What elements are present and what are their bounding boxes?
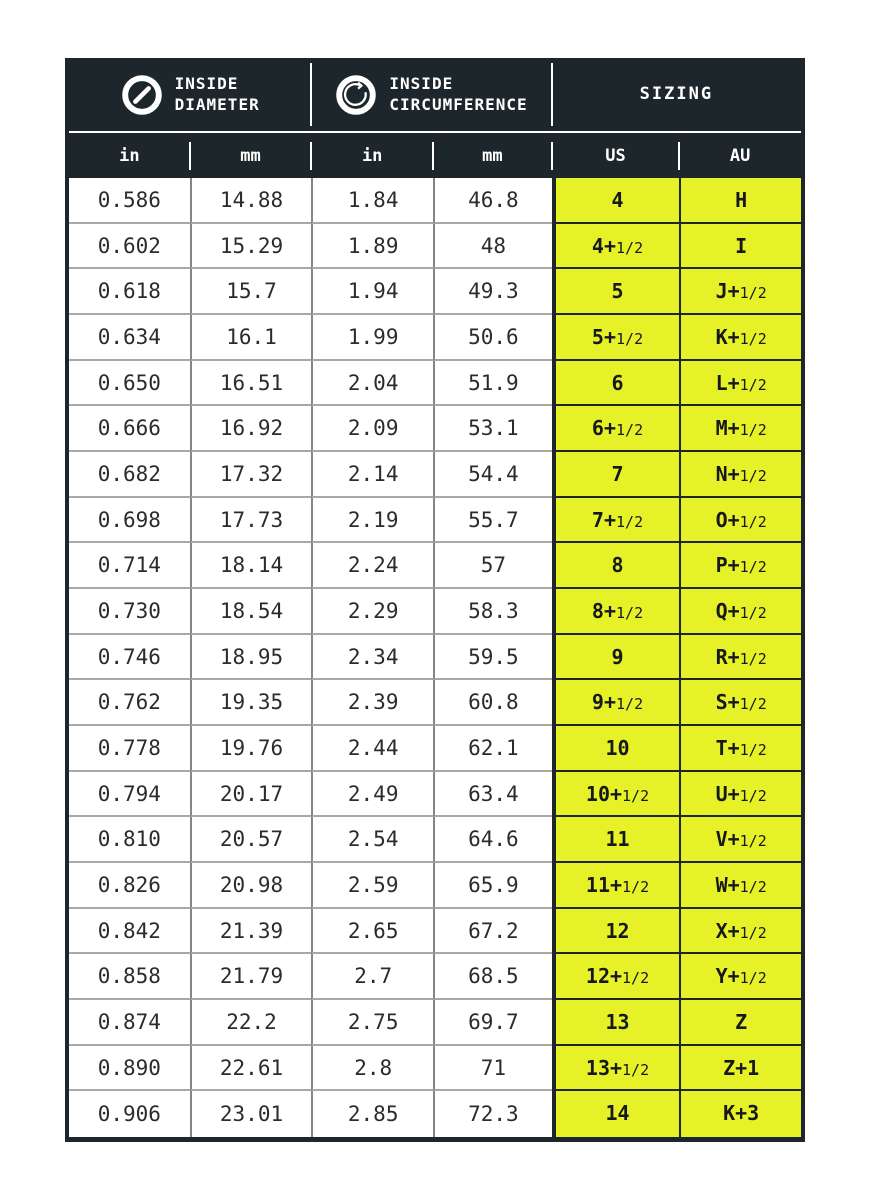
table-row [69,543,801,589]
cell-diameter-in: 0.634 [69,315,190,361]
cell-au-size: X+ 1/2 [679,909,801,955]
cell-circumference-mm: 57 [433,543,552,589]
cell-diameter-in: 0.682 [69,452,190,498]
table-body [69,178,801,1137]
table-row [69,498,801,544]
cell-diameter-mm: 20.17 [190,772,312,818]
table-row [69,635,801,681]
unit-us: US [552,133,680,178]
cell-au-size: K+3 [679,1091,801,1137]
table-row [69,315,801,361]
diameter-icon [121,74,163,116]
cell-diameter-in: 0.826 [69,863,190,909]
cell-diameter-in: 0.890 [69,1046,190,1092]
cell-us-size: 7+ 1/2 [552,498,680,544]
cell-circumference-in: 1.94 [311,269,433,315]
cell-au-size: N+ 1/2 [679,452,801,498]
cell-circumference-mm: 69.7 [433,1000,552,1046]
cell-diameter-in: 0.794 [69,772,190,818]
cell-diameter-mm: 19.76 [190,726,312,772]
cell-au-size: R+ 1/2 [679,635,801,681]
cell-us-size: 6+ 1/2 [552,406,680,452]
cell-au-size: Z+1 [679,1046,801,1092]
cell-us-size: 11 [552,817,680,863]
table-row [69,909,801,955]
table-row [69,954,801,1000]
cell-circumference-mm: 58.3 [433,589,552,635]
cell-circumference-mm: 53.1 [433,406,552,452]
cell-circumference-in: 2.44 [311,726,433,772]
table-row [69,178,801,224]
table-row [69,863,801,909]
ring-size-table [65,58,805,1142]
table-row [69,772,801,818]
cell-us-size: 10 [552,726,680,772]
cell-circumference-in: 1.84 [311,178,433,224]
cell-au-size: J+ 1/2 [679,269,801,315]
cell-diameter-in: 0.730 [69,589,190,635]
cell-circumference-in: 2.75 [311,1000,433,1046]
cell-us-size: 4+ 1/2 [552,224,680,270]
header-group-inside-diameter [69,58,311,131]
cell-diameter-in: 0.714 [69,543,190,589]
cell-circumference-in: 1.89 [311,224,433,270]
cell-us-size: 11+ 1/2 [552,863,680,909]
cell-diameter-mm: 15.29 [190,224,312,270]
table-row [69,406,801,452]
cell-au-size: S+ 1/2 [679,680,801,726]
cell-us-size: 7 [552,452,680,498]
cell-diameter-mm: 19.35 [190,680,312,726]
cell-circumference-mm: 60.8 [433,680,552,726]
cell-diameter-in: 0.746 [69,635,190,681]
table-row [69,452,801,498]
cell-diameter-mm: 21.79 [190,954,312,1000]
cell-circumference-in: 2.09 [311,406,433,452]
table-row [69,1000,801,1046]
cell-diameter-in: 0.698 [69,498,190,544]
cell-us-size: 12 [552,909,680,955]
cell-diameter-in: 0.618 [69,269,190,315]
cell-au-size: T+ 1/2 [679,726,801,772]
cell-circumference-mm: 65.9 [433,863,552,909]
cell-diameter-in: 0.874 [69,1000,190,1046]
cell-circumference-in: 2.19 [311,498,433,544]
unit-diameter-mm: mm [190,133,312,178]
cell-diameter-mm: 23.01 [190,1091,312,1137]
cell-us-size: 4 [552,178,680,224]
cell-diameter-mm: 21.39 [190,909,312,955]
cell-circumference-mm: 72.3 [433,1091,552,1137]
cell-diameter-in: 0.810 [69,817,190,863]
cell-au-size: Q+ 1/2 [679,589,801,635]
cell-circumference-in: 2.24 [311,543,433,589]
cell-diameter-mm: 20.98 [190,863,312,909]
cell-diameter-in: 0.858 [69,954,190,1000]
cell-diameter-in: 0.906 [69,1091,190,1137]
cell-circumference-mm: 63.4 [433,772,552,818]
header-label-inside-circumference: INSIDE CIRCUMFERENCE [389,73,528,114]
cell-circumference-mm: 68.5 [433,954,552,1000]
cell-au-size: M+ 1/2 [679,406,801,452]
cell-diameter-mm: 15.7 [190,269,312,315]
table-row [69,1091,801,1137]
cell-circumference-mm: 71 [433,1046,552,1092]
cell-diameter-mm: 20.57 [190,817,312,863]
cell-circumference-mm: 46.8 [433,178,552,224]
cell-diameter-mm: 16.1 [190,315,312,361]
cell-us-size: 5 [552,269,680,315]
header-group-sizing [552,58,801,131]
cell-diameter-mm: 17.32 [190,452,312,498]
header-label-inside-diameter: INSIDE DIAMETER [174,73,260,114]
cell-diameter-mm: 18.14 [190,543,312,589]
cell-circumference-mm: 55.7 [433,498,552,544]
cell-diameter-mm: 22.61 [190,1046,312,1092]
unit-circumference-in: in [311,133,433,178]
cell-us-size: 8 [552,543,680,589]
cell-circumference-in: 2.7 [311,954,433,1000]
table-row [69,269,801,315]
cell-au-size: Y+ 1/2 [679,954,801,1000]
cell-us-size: 9 [552,635,680,681]
cell-circumference-in: 2.49 [311,772,433,818]
cell-us-size: 10+ 1/2 [552,772,680,818]
cell-diameter-in: 0.842 [69,909,190,955]
cell-au-size: K+ 1/2 [679,315,801,361]
cell-circumference-in: 2.39 [311,680,433,726]
cell-circumference-mm: 54.4 [433,452,552,498]
cell-us-size: 14 [552,1091,680,1137]
cell-circumference-in: 2.14 [311,452,433,498]
table-row [69,726,801,772]
cell-circumference-in: 2.04 [311,361,433,407]
cell-circumference-mm: 49.3 [433,269,552,315]
cell-au-size: L+ 1/2 [679,361,801,407]
header-label-sizing: SIZING [639,84,714,105]
cell-au-size: Z [679,1000,801,1046]
table-row [69,361,801,407]
cell-circumference-in: 2.59 [311,863,433,909]
table-row [69,224,801,270]
cell-diameter-mm: 18.54 [190,589,312,635]
table-header [69,58,801,131]
cell-diameter-mm: 18.95 [190,635,312,681]
cell-au-size: H [679,178,801,224]
cell-us-size: 12+ 1/2 [552,954,680,1000]
circumference-icon [335,74,377,116]
cell-diameter-in: 0.602 [69,224,190,270]
cell-circumference-in: 2.8 [311,1046,433,1092]
cell-circumference-in: 2.29 [311,589,433,635]
cell-circumference-in: 2.65 [311,909,433,955]
cell-circumference-in: 1.99 [311,315,433,361]
cell-diameter-in: 0.666 [69,406,190,452]
cell-circumference-in: 2.54 [311,817,433,863]
unit-circumference-mm: mm [433,133,552,178]
cell-us-size: 13+ 1/2 [552,1046,680,1092]
cell-au-size: P+ 1/2 [679,543,801,589]
table-row [69,589,801,635]
cell-diameter-mm: 16.92 [190,406,312,452]
cell-circumference-mm: 48 [433,224,552,270]
cell-diameter-in: 0.778 [69,726,190,772]
table-row [69,680,801,726]
cell-circumference-mm: 62.1 [433,726,552,772]
cell-circumference-mm: 50.6 [433,315,552,361]
unit-au: AU [679,133,801,178]
cell-circumference-in: 2.85 [311,1091,433,1137]
cell-diameter-mm: 16.51 [190,361,312,407]
cell-us-size: 13 [552,1000,680,1046]
cell-au-size: W+ 1/2 [679,863,801,909]
cell-us-size: 5+ 1/2 [552,315,680,361]
units-row [69,133,801,178]
cell-circumference-mm: 67.2 [433,909,552,955]
cell-us-size: 9+ 1/2 [552,680,680,726]
cell-circumference-mm: 59.5 [433,635,552,681]
cell-au-size: O+ 1/2 [679,498,801,544]
cell-au-size: U+ 1/2 [679,772,801,818]
cell-diameter-mm: 22.2 [190,1000,312,1046]
cell-diameter-in: 0.586 [69,178,190,224]
cell-circumference-in: 2.34 [311,635,433,681]
cell-au-size: I [679,224,801,270]
cell-us-size: 8+ 1/2 [552,589,680,635]
cell-circumference-mm: 64.6 [433,817,552,863]
cell-diameter-mm: 14.88 [190,178,312,224]
cell-us-size: 6 [552,361,680,407]
unit-diameter-in: in [119,145,140,166]
table-row [69,817,801,863]
cell-diameter-mm: 17.73 [190,498,312,544]
cell-au-size: V+ 1/2 [679,817,801,863]
header-group-inside-circumference [311,58,551,131]
cell-diameter-in: 0.762 [69,680,190,726]
table-row [69,1046,801,1092]
cell-diameter-in: 0.650 [69,361,190,407]
cell-circumference-mm: 51.9 [433,361,552,407]
